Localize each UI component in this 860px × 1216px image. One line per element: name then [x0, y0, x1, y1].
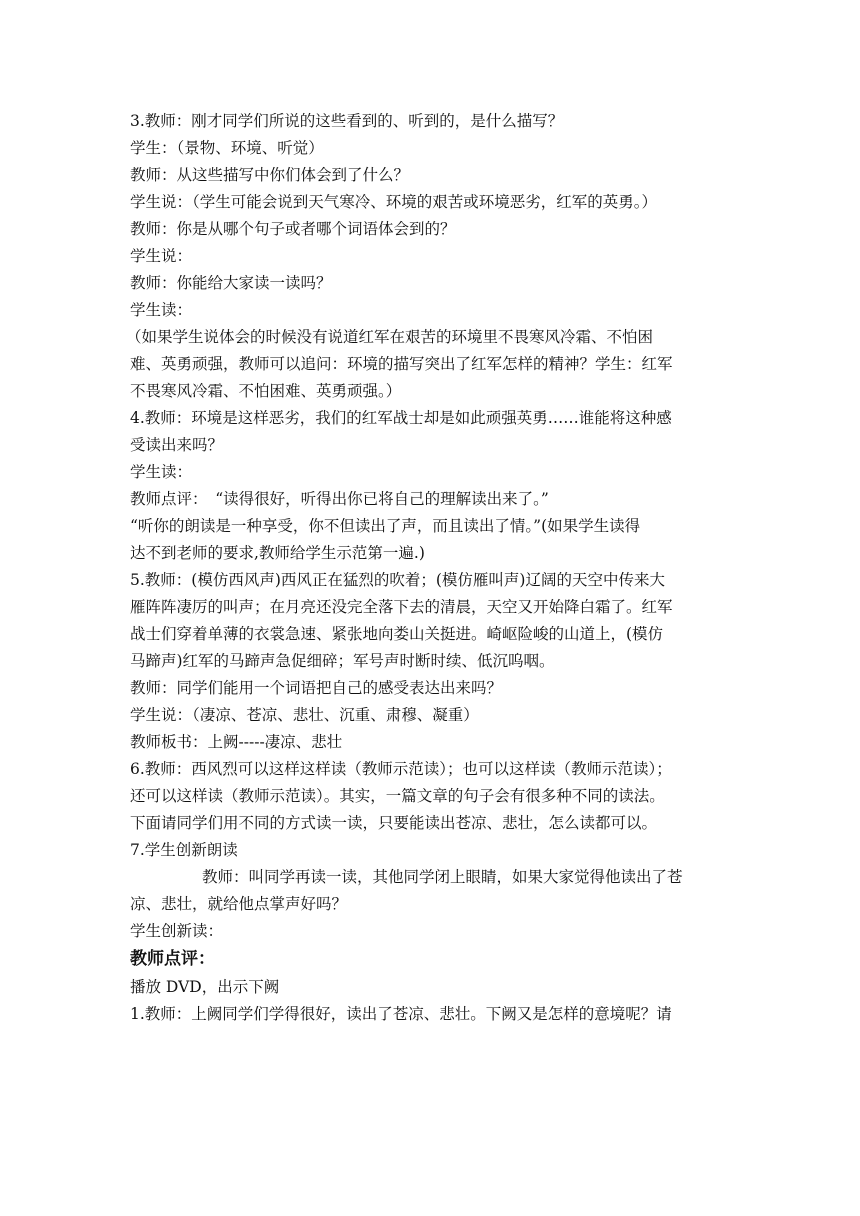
text-line: 马蹄声)红军的马蹄声急促细碎；军号声时断时续、低沉呜咽。 [130, 652, 555, 670]
text-line: 6.教师：西风烈可以这样这样读（教师示范读）；也可以这样读（教师示范读）； [130, 760, 672, 778]
text-line: 难、英勇顽强，教师可以追问：环境的描写突出了红军怎样的精神？学生：红军 [130, 355, 673, 373]
text-line: 学生说：（凄凉、苍凉、悲壮、沉重、肃穆、凝重） [130, 706, 479, 724]
section-heading: 教师点评： [130, 949, 215, 969]
text-line: 达不到老师的要求,教师给学生示范第一遍.) [130, 544, 425, 562]
text-line: 学生读： [130, 301, 193, 319]
text-line: 1.教师：上阙同学们学得很好，读出了苍凉、悲壮。下阙又是怎样的意境呢？请 [130, 1005, 672, 1023]
text-line: 凉、悲壮，就给他点掌声好吗？ [130, 895, 348, 913]
text-line: 雁阵阵凄厉的叫声；在月亮还没完全落下去的清晨，天空又开始降白霜了。红军 [130, 598, 673, 616]
text-line: 学生说： [130, 247, 193, 265]
text-line: 学生说：（学生可能会说到天气寒冷、环境的艰苦或环境恶劣，红军的英勇。） [130, 193, 658, 211]
text-line: 教师：从这些描写中你们体会到了什么？ [130, 166, 410, 184]
text-line: 下面请同学们用不同的方式读一读，只要能读出苍凉、悲壮，怎么读都可以。 [130, 814, 658, 832]
text-line: 学生创新读： [130, 922, 224, 940]
text-line: 受读出来吗？ [130, 436, 224, 454]
text-line: 4.教师：环境是这样恶劣，我们的红军战士却是如此顽强英勇……谁能将这种感 [130, 409, 672, 427]
text-line: （如果学生说体会的时候没有说道红军在艰苦的环境里不畏寒风冷霜、不怕困 [126, 328, 654, 346]
text-line: 教师：你能给大家读一读吗？ [130, 274, 332, 292]
text-line: 还可以这样读（教师示范读）。其实，一篇文章的句子会有很多种不同的读法。 [130, 787, 665, 805]
text-line: 教师板书：上阙-----凄凉、悲壮 [130, 733, 343, 751]
document-page [126, 108, 732, 1028]
text-line: 学生：（景物、环境、听觉） [130, 139, 324, 157]
text-line: 教师：你是从哪个句子或者哪个词语体会到的？ [130, 220, 456, 238]
text-line: 7.学生创新朗读 [130, 841, 238, 859]
text-line: 不畏寒风冷霜、不怕困难、英勇顽强。） [130, 382, 402, 400]
text-line: 学生读： [130, 463, 193, 481]
text-line: 播放 DVD，出示下阙 [130, 978, 280, 996]
text-line: 3.教师：刚才同学们所说的这些看到的、听到的，是什么描写？ [130, 112, 564, 130]
text-line: 教师点评： “读得很好，听得出你已将自己的理解读出来了。” [130, 490, 549, 508]
text-line: “听你的朗读是一种享受，你不但读出了声，而且读出了情。”(如果学生读得 [130, 517, 641, 535]
text-line: 教师：叫同学再读一读，其他同学闭上眼睛，如果大家觉得他读出了苍 [202, 868, 683, 886]
text-line: 教师：同学们能用一个词语把自己的感受表达出来吗？ [130, 679, 503, 697]
text-line: 战士们穿着单薄的衣裳急速、紧张地向娄山关挺进。崎岖险峻的山道上，(模仿 [130, 625, 664, 643]
text-line: 5.教师：(模仿西风声)西风正在猛烈的吹着；(模仿雁叫声)辽阔的天空中传来大 [130, 571, 665, 589]
